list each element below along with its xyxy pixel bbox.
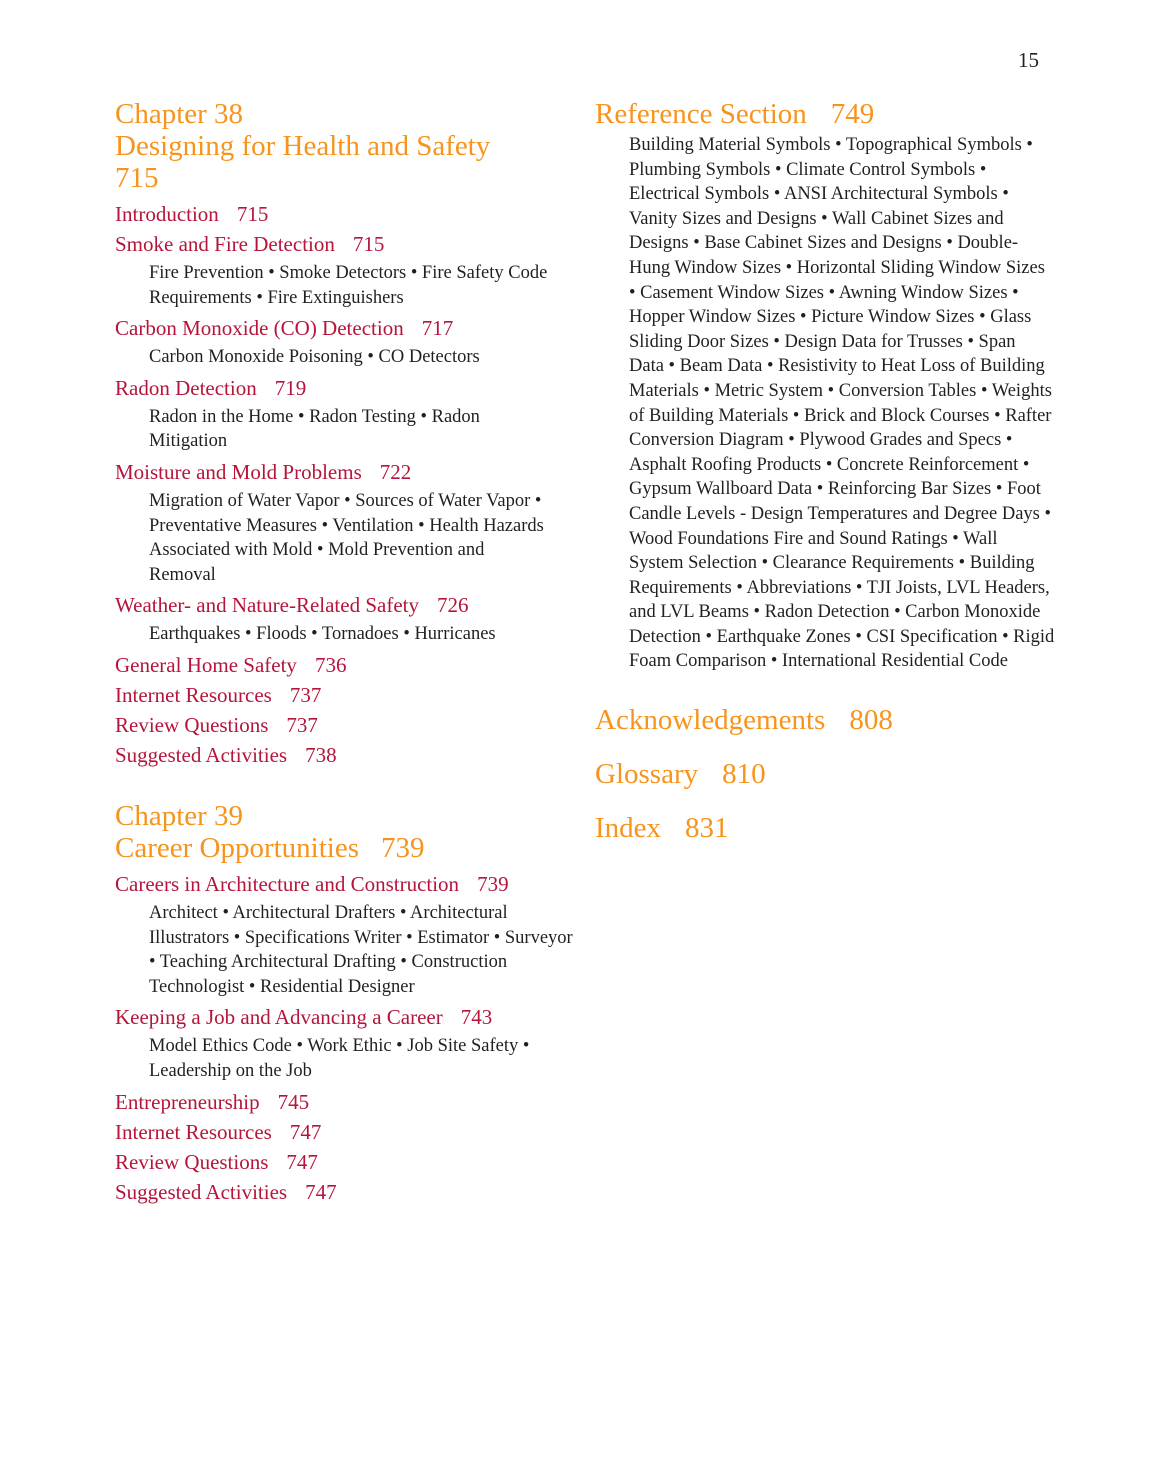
toc-section-introduction[interactable] [115, 202, 575, 226]
toc-section-careers[interactable] [115, 872, 575, 896]
section-title: Suggested Activities [115, 742, 288, 767]
chapter-38 [115, 98, 575, 767]
page-number: 15 [1018, 48, 1039, 72]
toc-section-suggested-activities[interactable] [115, 1180, 575, 1204]
toc-section-radon[interactable] [115, 376, 575, 400]
toc-section-keeping-job[interactable] [115, 1005, 575, 1029]
reference-title: Reference Section [595, 98, 807, 130]
toc-section-carbon-monoxide[interactable] [115, 316, 575, 340]
section-page: 736 [314, 652, 347, 677]
section-title: Review Questions [115, 1149, 269, 1174]
section-page: 715 [352, 232, 385, 256]
backmatter-page: 808 [849, 704, 893, 737]
toc-section-internet-resources[interactable] [115, 683, 575, 707]
section-page: 747 [286, 1149, 318, 1174]
section-title: Moisture and Mold Problems [115, 459, 362, 484]
toc-section-internet-resources[interactable] [115, 1120, 575, 1144]
reference-topics: Building Material Symbols • Topographical Symbols • Plumbing Symbols • Climate Control Symbols • Electrical Symbols • ANSI Architectural Symbols • Vanity Sizes and Designs • Wall Cabinet Sizes and Designs • Base Cabinet Sizes and Designs • Double-Hung Window Sizes • Horizontal Sliding Window Sizes • Casement Window Sizes • Awning Window Sizes • Hopper Window Sizes • Picture Window Sizes • Glass Sliding Door Sizes • Design Data for Trusses • Span Data • Beam Data • Resistivity to Heat Loss of Building Materials • Metric System • Conversion Tables • Weights of Building Materials • Brick and Block Courses • Rafter Conversion Diagram • Plywood Grades and Specs • Asphalt Roofing Products • Concrete Reinforcement • Gypsum Wallboard Data • Reinforcing Bar Sizes • Foot Candle Levels - Design Temperatures and Degree Days • Wood Foundations Fire and Sound Ratings • Wall System Selection • Clearance Requirements • Building Requirements • Abbreviations • TJI Joists, LVL Headers, and LVL Beams • Radon Detection • Carbon Monoxide Detection • Earthquake Zones • CSI Specification • Rigid Foam Comparison • International Residential Code [629, 135, 1055, 672]
section-page: 738 [305, 742, 337, 767]
section-page: 737 [286, 712, 318, 737]
section-title: Careers in Architecture and Construction [115, 871, 460, 896]
toc-left-column [115, 98, 575, 1209]
section-title: Radon Detection [115, 375, 257, 400]
section-title: Review Questions [115, 712, 269, 737]
toc-section-review-questions[interactable] [115, 1150, 575, 1174]
section-page: 715 [236, 202, 269, 226]
section-page: 747 [305, 1179, 337, 1204]
chapter-label: Chapter 39 [115, 799, 244, 832]
section-page: 717 [421, 316, 454, 341]
section-title: Internet Resources [115, 682, 272, 707]
section-topics: Radon in the Home • Radon Testing • Radon Mitigation [149, 406, 480, 452]
section-page: 737 [289, 682, 322, 707]
section-page: 743 [460, 1005, 493, 1030]
backmatter-title: Glossary [595, 758, 699, 791]
chapter-heading[interactable] [115, 800, 575, 864]
chapter-page: 715 [115, 162, 159, 194]
section-title: Internet Resources [115, 1119, 272, 1144]
section-topics: Migration of Water Vapor • Sources of Water Vapor • Preventative Measures • Ventilation • Health Hazards Associated with Mold • Mold Prevention and Removal [149, 490, 544, 585]
section-topics: Carbon Monoxide Poisoning • CO Detectors [149, 347, 480, 368]
section-title: Weather- and Nature-Related Safety [115, 593, 419, 618]
toc-section-review-questions[interactable] [115, 713, 575, 737]
section-title: Suggested Activities [115, 1179, 288, 1204]
toc-right-column [595, 98, 1055, 844]
section-page: 722 [379, 459, 412, 484]
backmatter-page: 831 [685, 812, 729, 845]
section-title: General Home Safety [115, 652, 297, 677]
section-title: Carbon Monoxide (CO) Detection [115, 316, 404, 341]
section-page: 745 [277, 1089, 310, 1114]
toc-section-moisture-mold[interactable] [115, 460, 575, 484]
section-title: Keeping a Job and Advancing a Career [115, 1005, 443, 1030]
section-page: 726 [437, 593, 469, 618]
backmatter-page: 810 [722, 758, 766, 791]
chapter-title: Career Opportunities [115, 831, 360, 864]
reference-section-heading[interactable] [595, 98, 1055, 130]
section-page: 719 [274, 375, 307, 400]
backmatter-title: Index [595, 812, 662, 845]
backmatter-title: Acknowledgements [595, 704, 826, 737]
chapter-title: Designing for Health and Safety [115, 130, 491, 162]
toc-section-entrepreneurship[interactable] [115, 1090, 575, 1114]
toc-index[interactable] [595, 812, 1055, 844]
chapter-label: Chapter 38 [115, 98, 244, 130]
toc-section-weather-nature[interactable] [115, 593, 575, 617]
section-title: Introduction [115, 202, 219, 226]
section-page: 747 [289, 1119, 322, 1144]
section-topics: Fire Prevention • Smoke Detectors • Fire Safety Code Requirements • Fire Extinguishers [149, 263, 548, 308]
section-topics: Architect • Architectural Drafters • Architectural Illustrators • Specifications Writer • Estimator • Surveyor • Teaching Architectural Drafting • Construction Technologist • Residential Designer [149, 902, 573, 997]
section-topics: Earthquakes • Floods • Tornadoes • Hurricanes [149, 624, 496, 645]
reference-page: 749 [830, 98, 875, 130]
chapter-page: 739 [381, 831, 425, 864]
toc-glossary[interactable] [595, 758, 1055, 790]
toc-acknowledgements[interactable] [595, 704, 1055, 736]
section-topics: Model Ethics Code • Work Ethic • Job Site Safety • Leadership on the Job [149, 1036, 530, 1081]
chapter-39 [115, 800, 575, 1204]
section-title: Entrepreneurship [115, 1089, 260, 1114]
toc-section-suggested-activities[interactable] [115, 743, 575, 767]
section-page: 739 [477, 871, 509, 896]
chapter-heading[interactable] [115, 98, 575, 194]
toc-section-smoke-fire[interactable] [115, 232, 575, 256]
toc-section-general-home-safety[interactable] [115, 653, 575, 677]
section-title: Smoke and Fire Detection [115, 232, 335, 256]
